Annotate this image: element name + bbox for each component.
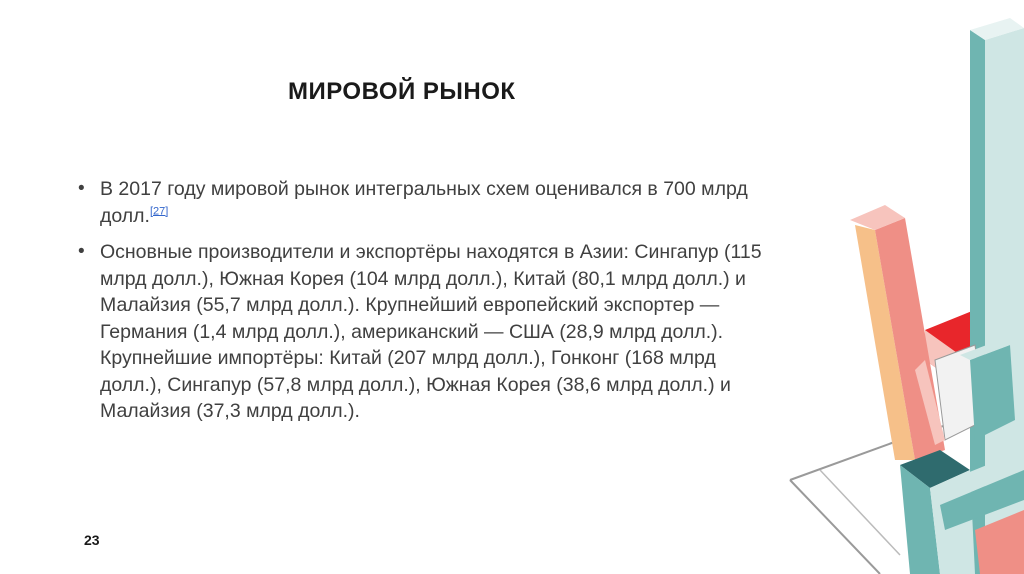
floor-outline — [820, 470, 900, 555]
bullet-text: В 2017 году мировой рынок интегральных схем оценивался в 700 млрд долл. — [100, 178, 748, 227]
page-number: 23 — [84, 532, 100, 548]
bullet-item — [76, 176, 766, 229]
bullet-symbol: • — [78, 241, 85, 262]
slide-title: МИРОВОЙ РЫНОК — [288, 78, 516, 105]
bullet-list — [76, 176, 766, 435]
reference-link[interactable]: [27] — [149, 205, 169, 217]
bullet-text: Основные производители и экспортёры находятся в Азии: Сингапур (115 млрд долл.), Южная Корея (104 млрд долл.), Китай (80,1 млрд долл.) и Малайзия (55,7 млрд долл.). Крупнейший европейский экспортер — Германия (1,4 млрд долл.), американский — США (28,9 млрд долл.). Крупнейшие импортёры: Китай (207 млрд долл.), Гонконг (168 млрд долл.), Сингапур (57,8 млрд долл.), Южная Корея (38,6 млрд долл.) и Малайзия (37,3 млрд долл.). — [100, 241, 762, 422]
floor-outline — [790, 480, 880, 574]
bullet-symbol: • — [78, 178, 85, 199]
isometric-blocks-illustration — [760, 0, 1024, 574]
bullet-item — [76, 239, 766, 425]
